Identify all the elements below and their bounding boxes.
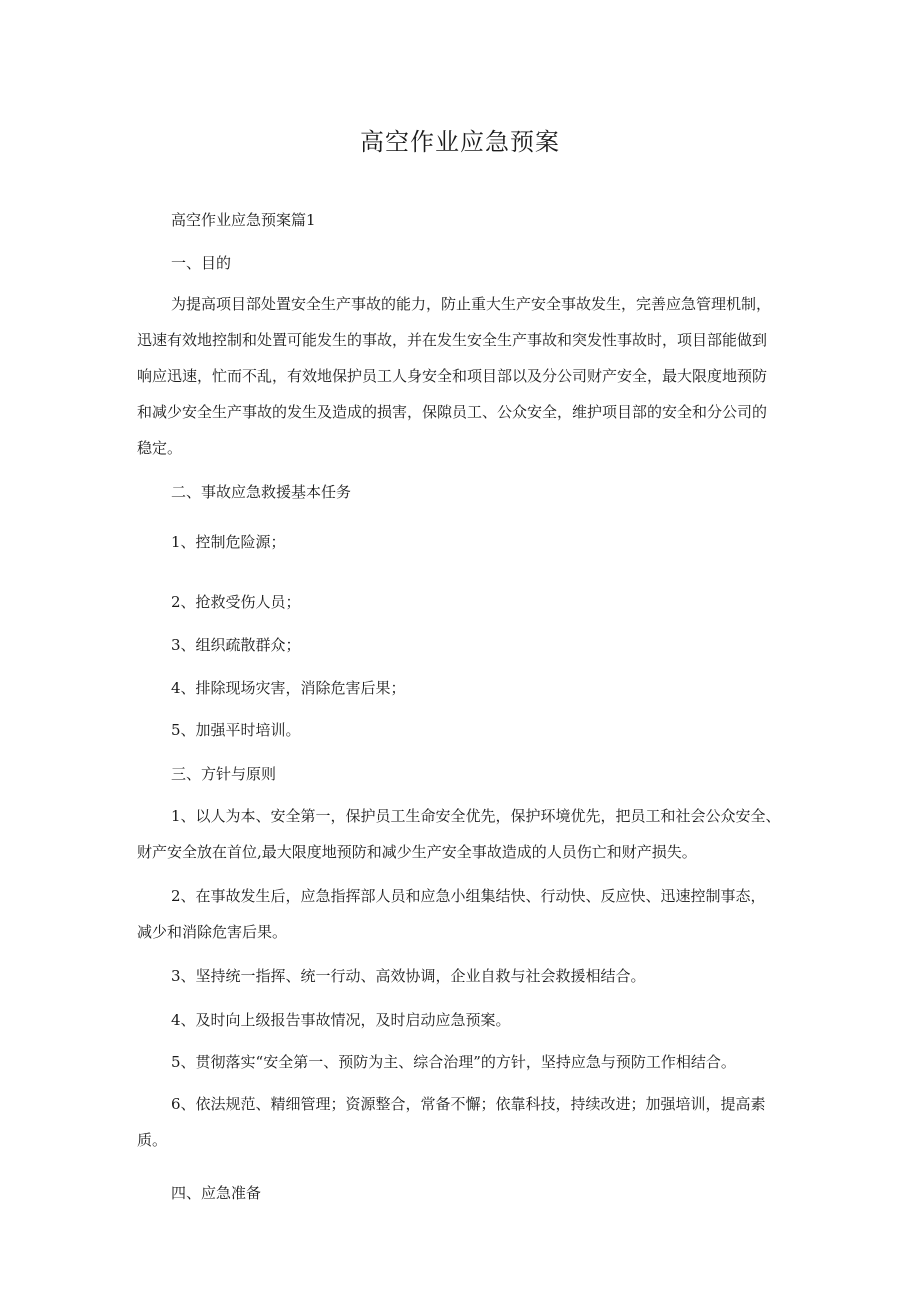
paragraph-line: 财产安全放在首位,最大限度地预防和减少生产安全事故造成的人员伤亡和财产损失。 (137, 843, 697, 861)
task-item: 4、排除现场灾害，消除危害后果； (171, 679, 406, 697)
paragraph-line: 稳定。 (137, 439, 183, 457)
task-item: 3、组织疏散群众； (171, 636, 301, 654)
principle-paragraph-5: 5、贯彻落实“安全第一、预防为主、综合治理”的方针，坚持应急与预防工作相结合。 (171, 1053, 736, 1071)
page-title: 高空作业应急预案 (360, 128, 560, 156)
principle-paragraph-3: 3、坚持统一指挥、统一行动、高效协调，企业自救与社会救援相结合。 (171, 967, 646, 985)
task-item: 1、控制危险源； (171, 533, 286, 551)
paragraph-line: 质。 (137, 1131, 168, 1149)
paragraph-line: 6、依法规范、精细管理；资源整合，常备不懈；依靠科技，持续改进；加强培训，提高素 (171, 1095, 766, 1113)
paragraph-line: 为提高项目部处置安全生产事故的能力，防止重大生产安全事故发生，完善应急管理机制， (171, 295, 772, 313)
principle-paragraph-1 (137, 798, 797, 870)
document-subtitle: 高空作业应急预案篇1 (171, 211, 316, 229)
paragraph-line: 减少和消除危害后果。 (137, 923, 288, 941)
principle-paragraph-4: 4、及时向上级报告事故情况，及时启动应急预案。 (171, 1011, 511, 1029)
principle-paragraph-2 (137, 878, 797, 950)
principle-paragraph-6 (137, 1086, 797, 1158)
paragraph-line: 1、以人为本、安全第一，保护员工生命安全优先，保护环境优先，把员工和社会公众安全、 (171, 807, 781, 825)
section-heading-principles: 三、方针与原则 (171, 765, 277, 783)
task-item: 5、加强平时培训。 (171, 721, 301, 739)
section-heading-tasks: 二、事故应急救援基本任务 (171, 483, 352, 501)
task-item: 2、抢救受伤人员； (171, 593, 301, 611)
section-heading-purpose: 一、目的 (171, 254, 232, 272)
paragraph-line: 2、在事故发生后，应急指挥部人员和应急小组集结快、行动快、反应快、迅速控制事态， (171, 887, 766, 905)
paragraph-line: 响应迅速，忙而不乱，有效地保护员工人身安全和项目部以及分公司财产安全，最大限度地预防 (137, 367, 768, 385)
paragraph-line: 迅速有效地控制和处置可能发生的事故，并在发生安全生产事故和突发性事故时，项目部能做到 (137, 331, 768, 349)
paragraph-purpose (137, 286, 797, 466)
section-heading-preparation: 四、应急准备 (171, 1184, 262, 1202)
paragraph-line: 和减少安全生产事故的发生及造成的损害，保隙员工、公众安全，维护项目部的安全和分公司的 (137, 403, 768, 421)
